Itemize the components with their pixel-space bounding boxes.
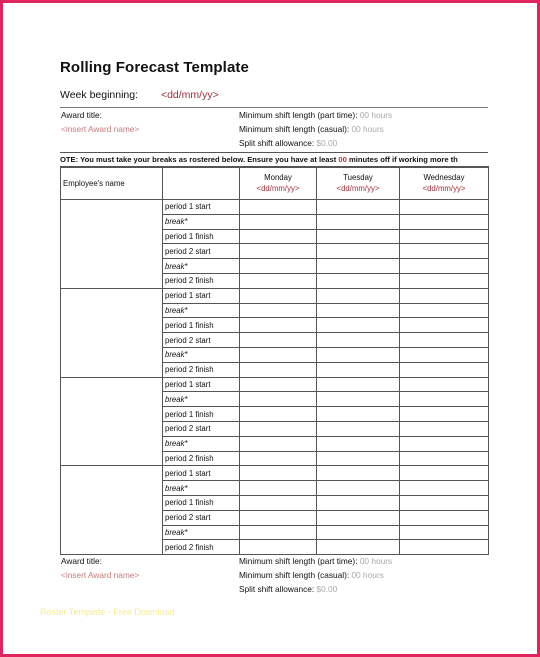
time-cell-wednesday[interactable] <box>400 244 489 259</box>
time-cell-monday[interactable] <box>240 229 317 244</box>
time-cell-wednesday[interactable] <box>400 377 489 392</box>
time-cell-monday[interactable] <box>240 214 317 229</box>
time-cell-tuesday[interactable] <box>317 466 400 481</box>
min-casual-value: 00 hours <box>351 570 384 580</box>
period-label: period 1 start <box>163 466 240 481</box>
award-info-top <box>60 107 488 153</box>
period-header <box>163 167 240 200</box>
min-part-time-value: 00 hours <box>359 556 393 566</box>
split-shift-value: $0.00 <box>316 584 338 594</box>
period-label: period 2 finish <box>163 451 240 466</box>
time-cell-wednesday[interactable] <box>400 407 489 422</box>
page-title: Rolling Forecast Template <box>60 59 249 76</box>
time-cell-tuesday[interactable] <box>317 421 400 436</box>
time-cell-tuesday[interactable] <box>317 525 400 540</box>
table-row <box>61 200 489 215</box>
period-label: break* <box>163 259 240 274</box>
employee-name-cell[interactable] <box>61 200 163 289</box>
min-part-time-label: Minimum shift length (part time): <box>239 110 358 120</box>
time-cell-tuesday[interactable] <box>317 377 400 392</box>
period-label: break* <box>163 392 240 407</box>
time-cell-tuesday[interactable] <box>317 200 400 215</box>
period-label: period 2 start <box>163 333 240 348</box>
time-cell-monday[interactable] <box>240 407 317 422</box>
time-cell-wednesday[interactable] <box>400 347 489 362</box>
time-cell-tuesday[interactable] <box>317 318 400 333</box>
note-prefix: OTE: You must take your breaks as rostered below. Ensure you have at least <box>60 155 339 164</box>
week-value: <dd/mm/yy> <box>160 89 219 101</box>
period-label: break* <box>163 303 240 318</box>
time-cell-wednesday[interactable] <box>400 510 489 525</box>
time-cell-monday[interactable] <box>240 347 317 362</box>
time-cell-wednesday[interactable] <box>400 259 489 274</box>
week-beginning <box>60 89 219 101</box>
time-cell-tuesday[interactable] <box>317 273 400 288</box>
period-label: period 1 finish <box>163 495 240 510</box>
period-label: period 1 start <box>163 288 240 303</box>
day-header-wednesday: Wednesday <dd/mm/yy> <box>400 167 489 200</box>
period-label: period 2 start <box>163 510 240 525</box>
week-label: Week beginning: <box>60 89 139 101</box>
time-cell-wednesday[interactable] <box>400 525 489 540</box>
employee-name-cell[interactable] <box>61 466 163 555</box>
award-info-bottom <box>60 554 488 596</box>
employee-name-header: Employee's name <box>61 167 163 200</box>
time-cell-monday[interactable] <box>240 377 317 392</box>
time-cell-tuesday[interactable] <box>317 436 400 451</box>
award-title-label: Award title: <box>61 556 102 566</box>
period-label: period 2 finish <box>163 362 240 377</box>
period-label: period 2 start <box>163 421 240 436</box>
time-cell-tuesday[interactable] <box>317 333 400 348</box>
period-label: break* <box>163 525 240 540</box>
award-title-label: Award title: <box>61 110 102 120</box>
time-cell-monday[interactable] <box>240 466 317 481</box>
roster-table <box>60 166 489 555</box>
time-cell-monday[interactable] <box>240 451 317 466</box>
period-label: period 2 finish <box>163 273 240 288</box>
employee-name-cell[interactable] <box>61 288 163 377</box>
time-cell-monday[interactable] <box>240 481 317 496</box>
time-cell-tuesday[interactable] <box>317 244 400 259</box>
time-cell-wednesday[interactable] <box>400 333 489 348</box>
time-cell-monday[interactable] <box>240 244 317 259</box>
period-label: period 1 finish <box>163 229 240 244</box>
time-cell-wednesday[interactable] <box>400 273 489 288</box>
time-cell-monday[interactable] <box>240 362 317 377</box>
min-part-time-value: 00 hours <box>359 110 393 120</box>
employee-name-cell[interactable] <box>61 377 163 466</box>
min-casual-value: 00 hours <box>351 124 384 134</box>
period-label: break* <box>163 214 240 229</box>
time-cell-wednesday[interactable] <box>400 466 489 481</box>
time-cell-wednesday[interactable] <box>400 421 489 436</box>
time-cell-tuesday[interactable] <box>317 303 400 318</box>
footer-watermark: Roster Template - Free Download <box>40 607 175 617</box>
time-cell-tuesday[interactable] <box>317 495 400 510</box>
time-cell-monday[interactable] <box>240 525 317 540</box>
table-row <box>61 466 489 481</box>
time-cell-monday[interactable] <box>240 333 317 348</box>
period-label: break* <box>163 481 240 496</box>
time-cell-wednesday[interactable] <box>400 200 489 215</box>
period-label: period 2 finish <box>163 540 240 555</box>
time-cell-wednesday[interactable] <box>400 392 489 407</box>
time-cell-monday[interactable] <box>240 392 317 407</box>
time-cell-tuesday[interactable] <box>317 214 400 229</box>
min-casual-label: Minimum shift length (casual): <box>239 570 350 580</box>
time-cell-tuesday[interactable] <box>317 407 400 422</box>
time-cell-monday[interactable] <box>240 273 317 288</box>
note-minutes: 00 <box>338 155 347 164</box>
time-cell-wednesday[interactable] <box>400 362 489 377</box>
period-label: period 1 finish <box>163 318 240 333</box>
time-cell-tuesday[interactable] <box>317 481 400 496</box>
award-name-placeholder: <insert Award name> <box>61 570 140 580</box>
time-cell-monday[interactable] <box>240 303 317 318</box>
period-label: period 1 finish <box>163 407 240 422</box>
time-cell-monday[interactable] <box>240 510 317 525</box>
time-cell-monday[interactable] <box>240 259 317 274</box>
period-label: break* <box>163 436 240 451</box>
min-casual-label: Minimum shift length (casual): <box>239 124 350 134</box>
time-cell-monday[interactable] <box>240 421 317 436</box>
time-cell-wednesday[interactable] <box>400 214 489 229</box>
time-cell-tuesday[interactable] <box>317 362 400 377</box>
time-cell-tuesday[interactable] <box>317 288 400 303</box>
time-cell-monday[interactable] <box>240 200 317 215</box>
roster-body <box>61 200 489 555</box>
time-cell-wednesday[interactable] <box>400 288 489 303</box>
split-shift-label: Split shift allowance: <box>239 584 315 594</box>
time-cell-monday[interactable] <box>240 540 317 555</box>
min-part-time-label: Minimum shift length (part time): <box>239 556 358 566</box>
time-cell-wednesday[interactable] <box>400 495 489 510</box>
split-shift-value: $0.00 <box>316 138 338 148</box>
period-label: period 1 start <box>163 200 240 215</box>
time-cell-wednesday[interactable] <box>400 229 489 244</box>
period-label: period 1 start <box>163 377 240 392</box>
day-header-tuesday: Tuesday <dd/mm/yy> <box>317 167 400 200</box>
table-row <box>61 377 489 392</box>
time-cell-wednesday[interactable] <box>400 436 489 451</box>
split-shift-label: Split shift allowance: <box>239 138 315 148</box>
time-cell-tuesday[interactable] <box>317 540 400 555</box>
time-cell-wednesday[interactable] <box>400 540 489 555</box>
time-cell-wednesday[interactable] <box>400 451 489 466</box>
day-header-monday: Monday <dd/mm/yy> <box>240 167 317 200</box>
time-cell-monday[interactable] <box>240 436 317 451</box>
time-cell-tuesday[interactable] <box>317 259 400 274</box>
time-cell-monday[interactable] <box>240 495 317 510</box>
table-row <box>61 288 489 303</box>
time-cell-tuesday[interactable] <box>317 451 400 466</box>
time-cell-monday[interactable] <box>240 318 317 333</box>
time-cell-monday[interactable] <box>240 288 317 303</box>
time-cell-wednesday[interactable] <box>400 303 489 318</box>
note-suffix: minutes off if working more th <box>346 155 458 164</box>
time-cell-tuesday[interactable] <box>317 229 400 244</box>
time-cell-wednesday[interactable] <box>400 318 489 333</box>
time-cell-tuesday[interactable] <box>317 392 400 407</box>
time-cell-tuesday[interactable] <box>317 510 400 525</box>
period-label: break* <box>163 347 240 362</box>
period-label: period 2 start <box>163 244 240 259</box>
time-cell-wednesday[interactable] <box>400 481 489 496</box>
award-name-placeholder: <insert Award name> <box>61 124 140 134</box>
time-cell-tuesday[interactable] <box>317 347 400 362</box>
